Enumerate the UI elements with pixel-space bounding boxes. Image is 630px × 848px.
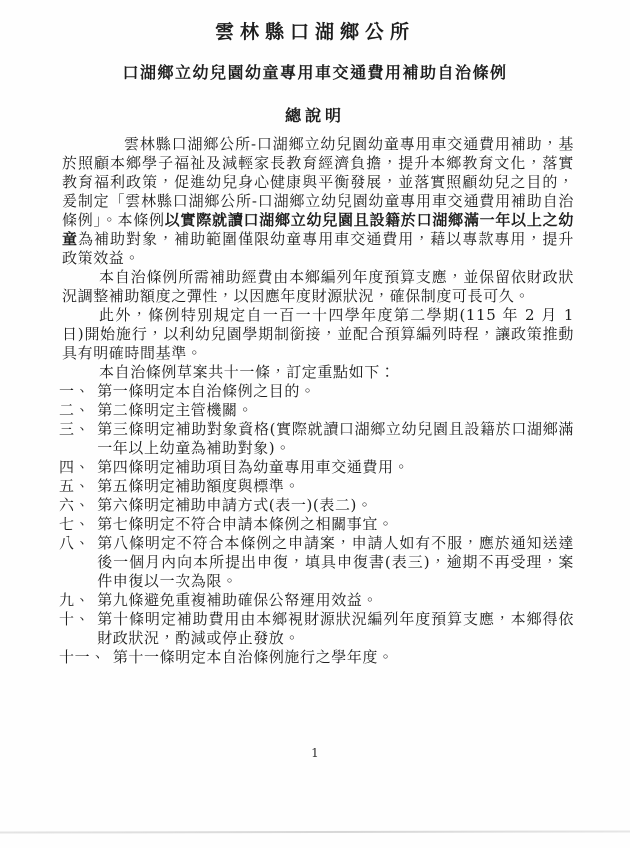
paragraph (62, 306, 574, 363)
list-item (59, 401, 574, 420)
scan-edge-line (0, 830, 630, 833)
list-item-number: 五、 (59, 477, 91, 495)
list-item (59, 534, 574, 591)
paragraph (62, 363, 574, 382)
list-item-text: 第三條明定補助對象資格(實際就讀口湖鄉立幼兒園且設籍於口湖鄉滿一年以上幼童為補助對象)。 (97, 420, 574, 457)
list-item (59, 591, 574, 610)
list-item-number: 四、 (59, 458, 91, 476)
list-item-text: 第七條明定不符合申請本條例之相關事宜。 (97, 515, 394, 533)
list-item-text: 第六條明定補助申請方式(表一)(表二)。 (97, 496, 373, 514)
paragraph (62, 135, 574, 268)
body-paragraphs (62, 135, 574, 382)
list-item-number: 十一、 (59, 648, 106, 666)
document-title: 雲林縣口湖鄉公所 (214, 21, 415, 43)
document-subtitle: 口湖鄉立幼兒園幼童專用車交通費用補助自治條例 (122, 63, 508, 82)
list-item-text: 第十一條明定本自治條例施行之學年度。 (112, 648, 394, 666)
list-item-number: 七、 (59, 515, 91, 533)
paragraph-text: 雲林縣口湖鄉公所-口湖鄉立幼兒園幼童專用車交通費用補助，基於照顧本鄉學子福祉及減輕家長教育經濟負擔，提升本鄉教育文化，落實教育福利政策，促進幼兒身心健康與平衡發展，並落實照顧幼兒之目的，爰制定「雲林縣口湖鄉公所-口湖鄉立幼兒園幼童專用車交通費用補助自治條例」。本條例 (62, 135, 574, 229)
list-item-number: 一、 (59, 382, 91, 400)
list-item-number: 六、 (59, 496, 91, 514)
summary-list (59, 382, 574, 667)
list-item (59, 610, 574, 648)
list-item-number: 三、 (59, 420, 91, 438)
list-item-text: 第九條避免重複補助確保公帑運用效益。 (97, 591, 379, 609)
section-heading: 總說明 (284, 106, 345, 125)
list-item-text: 第一條明定本自治條例之目的。 (97, 382, 316, 400)
list-item (59, 382, 574, 401)
list-item-text: 第八條明定不符合本條例之申請案，申請人如有不服，應於通知送達後一個月內向本所提出申復，填具申復書(表三)，逾期不再受理，案件申復以一次為限。 (97, 534, 574, 590)
list-item-text: 第二條明定主管機關。 (97, 401, 254, 419)
paragraph-bold-text: 以實際就讀口湖鄉立幼兒園且設籍於口湖鄉滿一年以上之幼童 (62, 211, 574, 248)
list-item (59, 515, 574, 534)
list-item-number: 九、 (59, 591, 91, 609)
list-item-text: 第五條明定補助額度與標準。 (97, 477, 301, 495)
paragraph (62, 268, 574, 306)
list-item (59, 648, 574, 667)
list-item (59, 477, 574, 496)
paragraph-text: 本自治條例所需補助經費由本鄉編列年度預算支應，並保留依財政狀況調整補助額度之彈性，以因應年度財源狀況，確保制度可長可久。 (62, 268, 574, 305)
paragraph-text: 為補助對象，補助範圍僅限幼童專用車交通費用，藉以專款專用，提升政策效益。 (62, 230, 574, 267)
paragraph-text: 本自治條例草案共十一條，訂定重點如下： (99, 363, 396, 381)
list-item-text: 第四條明定補助項目為幼童專用車交通費用。 (97, 458, 410, 476)
list-item (59, 496, 574, 515)
list-item (59, 458, 574, 477)
list-item-number: 八、 (59, 534, 91, 552)
list-item (59, 420, 574, 458)
list-item-text: 第十條明定補助費用由本鄉視財源狀況編列年度預算支應，本鄉得依財政狀況，酌減或停止發放。 (97, 610, 574, 647)
page-number: 1 (311, 746, 319, 760)
paragraph-text: 此外，條例特別規定自一百一十四學年度第二學期(115 年 2 月 1 日)開始施行，以利幼兒園學期制銜接，並配合預算編列時程，讓政策推動具有明確時間基準。 (62, 306, 574, 362)
list-item-number: 十、 (59, 610, 91, 628)
list-item-number: 二、 (59, 401, 91, 419)
